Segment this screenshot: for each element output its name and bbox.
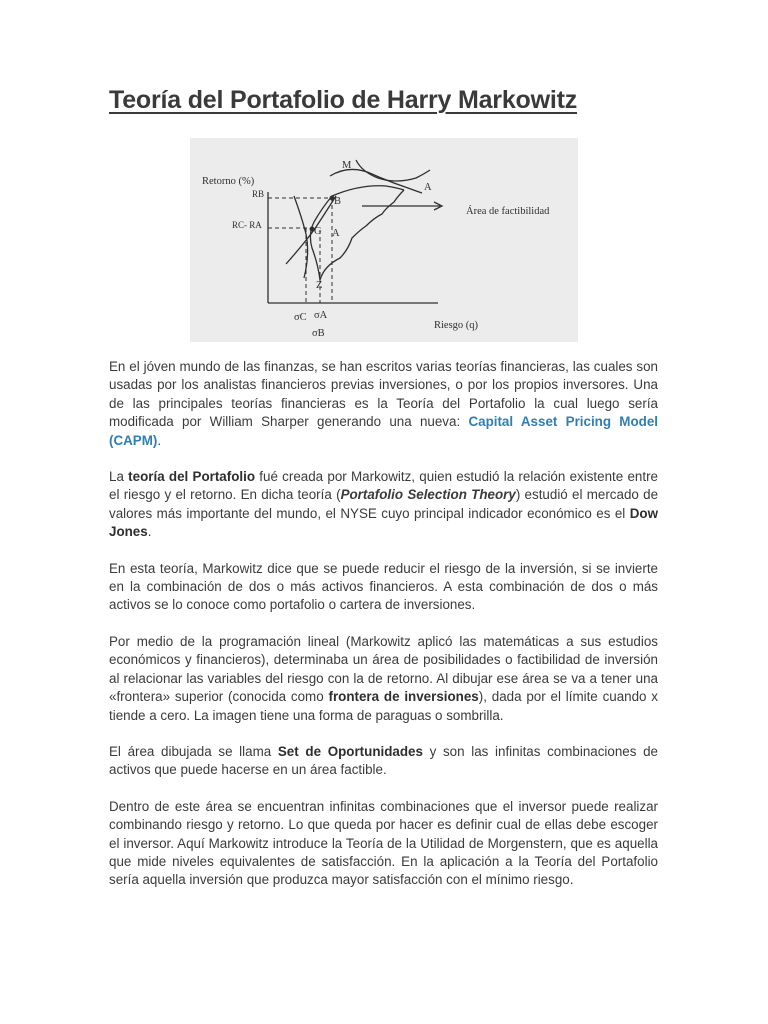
p1-end: .: [157, 432, 162, 448]
markowitz-diagram: [190, 138, 578, 342]
p2-bold-portafolio: teoría del Portafolio: [128, 469, 256, 485]
curve-m-left: [330, 169, 422, 193]
capm-link[interactable]: Capital Asset Pricing Model (CAPM): [109, 414, 658, 448]
p4-text-1: Por medio de la programación lineal (Markowitz aplicó las matemáticas a sus estudios económicos y financieros), determinaba un área de posibilidades o factibilidad de inversión al relacionar las variables del riesgo con la de retorno. Al dibujar ese área se va a tener una «frontera» superior (conocida como: [109, 633, 658, 705]
label-z: Z: [316, 280, 323, 291]
label-a-top: A: [424, 182, 432, 193]
label-g: G: [314, 226, 322, 237]
label-a-mid: A: [332, 228, 340, 239]
p2-text-2: fué creada por Markowitz, quien estudió la relación existente entre el riesgo y el retorno. En dicha teoría (: [109, 469, 658, 503]
label-sc: σC: [294, 312, 307, 323]
x-axis-label: Riesgo (q): [434, 320, 479, 331]
article-body: [109, 358, 658, 908]
paragraph-2: [109, 468, 658, 542]
label-rc-ra: RC- RA: [232, 220, 262, 230]
area-label: Área de factibilidad: [466, 206, 550, 217]
label-rb: RB: [252, 189, 265, 199]
paragraph-1: [109, 358, 658, 450]
label-b: B: [334, 196, 342, 207]
p4-text-2: ), dada por el límite cuando x tiende a cero. La imagen tiene una forma de paraguas o sombrilla.: [109, 689, 659, 723]
label-sb: σB: [312, 328, 325, 339]
p5-bold-set: Set de Oportunidades: [277, 743, 423, 759]
label-sa: σA: [314, 310, 328, 321]
p4-bold-frontera: frontera de inversiones: [328, 689, 479, 705]
feasibility-region: [310, 190, 404, 280]
paragraph-4: [109, 633, 658, 725]
p2-text-3: ) estudió el mercado de valores más importante del mundo, el NYSE cuyo principal indicador económico es el: [109, 487, 659, 521]
diagram-svg: [190, 138, 578, 342]
label-m: M: [342, 160, 352, 171]
paragraph-6: Dentro de este área se encuentran infinitas combinaciones que el inversor puede realizar combinando riesgo y retorno. Lo que queda por hacer es definir cual de ellas debe escoger el inversor. Aquí Markowitz introduce la Teoría de la Utilidad de Morgenstern, que es aquella que mide niveles equivalentes de satisfacción. En la aplicación a la Teoría del Portafolio sería aquella inversión que produzca mayor satisfacción con el mínimo riesgo.: [109, 798, 658, 888]
paragraph-5: [109, 743, 658, 780]
p5-text-1: El área dibujada se llama: [109, 743, 278, 759]
p2-italic-theory: Portafolio Selection Theory: [340, 487, 516, 503]
page-title: Teoría del Portafolio de Harry Markowitz: [109, 86, 578, 114]
p5-text-2: y son las infinitas combinaciones de activos que puede hacerse en un área factible.: [109, 743, 658, 778]
paragraph-3: En esta teoría, Markowitz dice que se puede reducir el riesgo de la inversión, si se invierte en la combinación de dos o más activos financieros. A esta combinación de dos o más activos se lo conoce como portafolio o cartera de inversiones.: [109, 560, 658, 613]
p2-text-1: La: [109, 469, 129, 485]
curve-m-right: [356, 160, 430, 181]
p2-bold-dow-jones: Dow Jones: [109, 505, 658, 540]
y-axis-label: Retorno (%): [202, 176, 255, 187]
efficient-frontier: [332, 186, 404, 196]
p1-text: En el jóven mundo de las finanzas, se han escritos varias teorías financieras, las cuales son usadas por los analistas financieros previas inversiones, o por los propios inversores. Una de las principales teorías financieras es la Teoría del Portafolio la cual luego sería modificada por William Sharper generando una nueva:: [109, 359, 658, 430]
p2-end: .: [147, 524, 152, 540]
